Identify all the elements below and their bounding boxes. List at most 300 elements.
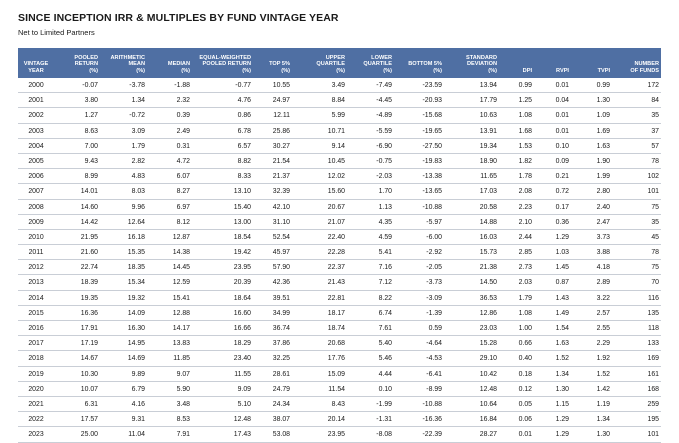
table-cell: 0.01 [555, 82, 569, 89]
table-cell: -3.73 [426, 279, 442, 287]
table-cell: 12.88 [172, 309, 190, 317]
table-row [18, 154, 661, 169]
table-cell: 2.80 [596, 188, 610, 196]
table-cell: 21.60 [80, 249, 98, 257]
table-cell: 16.36 [80, 309, 98, 317]
column-header: EQUAL-WEIGHTED POOLED RETURN (%) [199, 54, 251, 74]
table-cell: -8.08 [376, 431, 392, 439]
table-cell: 133 [647, 340, 659, 348]
table-cell: 7.12 [378, 279, 392, 287]
table-cell: 19.32 [127, 294, 145, 302]
table-cell: 14.17 [172, 325, 190, 332]
column-header: RVPI [556, 67, 569, 74]
table-cell: 39.51 [272, 294, 290, 302]
table-cell: 14.50 [479, 279, 497, 287]
table-cell: 22.40 [327, 233, 345, 241]
table-cell: 22.37 [327, 264, 345, 272]
table-cell: 0.06 [518, 416, 532, 424]
table-cell: 53.08 [272, 431, 290, 439]
table-cell: -0.72 [129, 112, 145, 120]
table-cell: 116 [648, 294, 659, 302]
table-cell: 10.45 [327, 157, 345, 165]
table-cell: 0.86 [237, 112, 251, 120]
vintage-year-cell: 2013 [28, 279, 44, 287]
table-cell: 2.40 [596, 203, 610, 211]
vintage-year-cell: 2004 [28, 142, 44, 150]
table-cell: 45 [651, 233, 659, 241]
table-cell: 23.40 [233, 355, 251, 363]
table-cell: 52.54 [272, 233, 290, 241]
table-cell: 10.63 [479, 112, 497, 120]
table-cell: 1.68 [518, 127, 532, 135]
table-cell: 0.04 [555, 97, 569, 105]
table-cell: 1.09 [596, 112, 610, 120]
table-cell: 14.95 [127, 340, 145, 348]
table-cell: 34.99 [272, 309, 290, 317]
table-cell: 36.53 [479, 294, 497, 302]
table-row [18, 108, 661, 123]
column-header: POOLED RETURN (%) [74, 54, 98, 74]
table-cell: -4.64 [426, 340, 442, 348]
table-cell: -6.90 [376, 142, 392, 150]
vintage-year-cell: 2008 [28, 203, 44, 211]
table-cell: -5.97 [426, 218, 442, 226]
table-cell: 20.14 [327, 416, 345, 424]
table-cell: 8.53 [176, 416, 190, 424]
table-cell: 5.40 [378, 340, 392, 348]
table-cell: 10.42 [479, 370, 497, 378]
table-cell: 2.10 [518, 218, 532, 226]
table-row [18, 351, 661, 366]
table-cell: 1.15 [555, 400, 569, 408]
table-cell: 1.99 [596, 173, 610, 181]
table-cell: 22.74 [80, 264, 98, 272]
table-cell: 57.90 [272, 264, 290, 272]
table-cell: 1.29 [555, 416, 569, 424]
table-row [18, 139, 661, 154]
table-cell: 13.94 [479, 82, 497, 89]
column-header: DPI [522, 67, 532, 74]
table-row [18, 291, 661, 306]
table-cell: 2.29 [596, 340, 610, 348]
table-cell: 28.61 [272, 370, 290, 378]
table-cell: 2.32 [176, 97, 190, 105]
table-cell: 14.01 [80, 188, 98, 196]
table-cell: 20.58 [479, 203, 497, 211]
vintage-year-cell: 2021 [28, 400, 44, 408]
table-cell: -4.89 [376, 112, 392, 120]
table-cell: 0.39 [176, 112, 190, 120]
table-cell: 8.12 [176, 218, 190, 226]
table-cell: -2.92 [426, 249, 442, 257]
table-cell: 19.35 [80, 294, 98, 302]
table-cell: 161 [647, 370, 659, 378]
table-cell: 57 [651, 142, 659, 150]
vintage-year-cell: 2017 [28, 340, 44, 348]
table-cell: 2.82 [131, 157, 145, 165]
table-cell: 0.66 [518, 340, 532, 348]
table-cell: -4.45 [376, 97, 392, 105]
table-cell: 84 [651, 97, 659, 105]
table-row [18, 306, 661, 321]
table-cell: 14.88 [479, 218, 497, 226]
table-cell: 42.36 [272, 279, 290, 287]
table-cell: 7.16 [378, 264, 392, 272]
table-row [18, 275, 661, 290]
column-header: ARITHMETIC MEAN (%) [110, 54, 145, 74]
table-cell: 4.83 [131, 173, 145, 181]
table-cell: 4.35 [378, 218, 392, 226]
table-cell: 5.99 [331, 112, 345, 120]
table-cell: 4.72 [176, 157, 190, 165]
table-cell: 12.86 [479, 309, 497, 317]
table-cell: 16.18 [127, 233, 145, 241]
table-cell: 3.73 [596, 233, 610, 241]
table-cell: 11.85 [173, 355, 190, 363]
table-cell: 9.96 [131, 203, 145, 211]
table-cell: 2.57 [596, 309, 610, 317]
table-cell: 17.03 [479, 188, 497, 196]
table-cell: -8.99 [426, 385, 442, 393]
table-cell: 4.44 [378, 370, 392, 378]
vintage-year-cell: 2002 [28, 112, 44, 120]
table-cell: 1.90 [596, 157, 610, 165]
table-cell: 9.89 [131, 370, 145, 378]
vintage-year-cell: 2018 [28, 355, 44, 363]
table-cell: 2.89 [596, 279, 610, 287]
table-cell: 29.10 [479, 355, 497, 363]
table-cell: 75 [651, 203, 659, 211]
table-cell: 2.03 [518, 279, 532, 287]
table-cell: 0.12 [518, 385, 532, 393]
table-cell: 12.59 [172, 279, 190, 287]
table-cell: 0.17 [555, 203, 569, 211]
vintage-year-cell: 2019 [28, 370, 44, 378]
table-cell: 1.82 [518, 157, 532, 165]
table-cell: 259 [647, 400, 659, 408]
table-cell: 21.07 [327, 218, 345, 226]
table-cell: 4.16 [131, 400, 145, 408]
table-cell: 12.64 [127, 218, 145, 226]
table-cell: 21.95 [80, 233, 98, 241]
table-cell: 2.49 [176, 127, 190, 135]
table-cell: -1.88 [174, 82, 190, 89]
table-cell: 18.74 [327, 325, 345, 332]
table-cell: 78 [651, 157, 659, 165]
vintage-year-cell: 2023 [28, 431, 44, 439]
table-cell: 102 [647, 173, 659, 181]
vintage-year-cell: 2015 [28, 309, 44, 317]
table-cell: 1.08 [518, 309, 532, 317]
table-cell: 1.30 [596, 97, 610, 105]
page-title: SINCE INCEPTION IRR & MULTIPLES BY FUND VINTAGE YEAR [18, 12, 339, 24]
table-cell: 1.49 [555, 309, 569, 317]
table-cell: 101 [647, 431, 659, 439]
table-cell: 78 [651, 249, 659, 257]
table-cell: 25.86 [272, 127, 290, 135]
vintage-year-cell: 2009 [28, 218, 44, 226]
table-cell: -13.38 [422, 173, 442, 181]
table-row [18, 245, 661, 260]
table-cell: 2.08 [518, 188, 532, 196]
table-cell: 19.34 [479, 142, 497, 150]
table-cell: 16.84 [479, 416, 497, 424]
table-cell: 16.60 [233, 309, 251, 317]
table-cell: 8.33 [237, 173, 251, 181]
table-cell: 16.66 [233, 325, 251, 332]
table-cell: 0.10 [555, 142, 569, 150]
table-cell: 1.63 [555, 340, 569, 348]
table-cell: 16.03 [479, 233, 497, 241]
table-cell: 1.45 [555, 264, 569, 272]
table-cell: -7.49 [376, 82, 392, 89]
table-cell: 12.11 [273, 112, 290, 120]
table-cell: 24.97 [272, 97, 290, 105]
table-cell: 8.43 [331, 400, 345, 408]
table-cell: 5.90 [176, 385, 190, 393]
table-cell: -16.36 [422, 416, 442, 424]
table-cell: 8.82 [237, 157, 251, 165]
table-cell: 4.76 [237, 97, 251, 105]
vintage-year-cell: 2000 [28, 82, 44, 89]
table-cell: -3.09 [426, 294, 442, 302]
table-cell: 17.79 [479, 97, 497, 105]
table-cell: 36.74 [272, 325, 290, 332]
table-cell: 1.13 [378, 203, 392, 211]
table-cell: 6.97 [176, 203, 190, 211]
table-cell: -1.39 [426, 309, 442, 317]
table-cell: -19.65 [422, 127, 442, 135]
vintage-year-cell: 2003 [28, 127, 44, 135]
table-cell: 7.00 [84, 142, 98, 150]
table-cell: 1.69 [596, 127, 610, 135]
table-cell: 0.99 [518, 82, 532, 89]
table-row [18, 382, 661, 397]
table-cell: 9.07 [176, 370, 190, 378]
table-cell: 1.34 [596, 416, 610, 424]
table-cell: 0.10 [378, 385, 392, 393]
table-cell: 32.25 [272, 355, 290, 363]
table-row [18, 260, 661, 275]
table-cell: 0.21 [555, 173, 569, 181]
table-cell: -2.05 [426, 264, 442, 272]
table-cell: 15.41 [172, 294, 190, 302]
table-cell: 12.48 [233, 416, 251, 424]
table-cell: 0.01 [518, 431, 532, 439]
table-cell: 19.42 [233, 249, 251, 257]
table-cell: 23.95 [233, 264, 251, 272]
table-cell: 0.87 [555, 279, 569, 287]
table-cell: -27.50 [422, 142, 442, 150]
table-cell: 18.90 [479, 157, 497, 165]
table-cell: 37.86 [272, 340, 290, 348]
table-cell: 7.61 [378, 325, 392, 332]
table-cell: 9.09 [237, 385, 251, 393]
table-cell: 23.03 [479, 325, 497, 332]
table-cell: 9.14 [331, 142, 345, 150]
table-cell: 14.45 [172, 264, 190, 272]
table-cell: 15.09 [327, 370, 345, 378]
table-cell: 23.95 [327, 431, 345, 439]
table-cell: 0.40 [518, 355, 532, 363]
table-cell: 21.38 [479, 264, 497, 272]
column-header: STANDARD DEVIATION (%) [466, 54, 497, 74]
table-cell: 10.30 [80, 370, 98, 378]
table-cell: 14.67 [80, 355, 98, 363]
table-cell: 7.91 [176, 431, 190, 439]
table-cell: 195 [647, 416, 659, 424]
column-header: LOWER QUARTILE (%) [363, 54, 392, 74]
table-cell: 32.39 [272, 188, 290, 196]
table-cell: 1.43 [555, 294, 569, 302]
table-cell: 18.29 [233, 340, 251, 348]
table-cell: 16.30 [127, 325, 145, 332]
table-cell: 21.54 [272, 157, 290, 165]
table-cell: 8.03 [131, 188, 145, 196]
column-header: MEDIAN (%) [167, 61, 190, 74]
table-cell: 14.42 [80, 218, 98, 226]
table-cell: 12.02 [327, 173, 345, 181]
table-cell: 2.85 [518, 249, 532, 257]
table-cell: -2.03 [376, 173, 392, 181]
table-cell: 5.46 [378, 355, 392, 363]
table-cell: 0.05 [518, 400, 532, 408]
table-cell: 1.52 [596, 370, 610, 378]
table-cell: 8.84 [331, 97, 345, 105]
table-row [18, 78, 661, 93]
table-row [18, 184, 661, 199]
vintage-year-cell: 2022 [28, 416, 44, 424]
table-cell: -1.99 [376, 400, 392, 408]
table-cell: -0.75 [376, 157, 392, 165]
column-header: TVPI [597, 67, 610, 74]
vintage-year-cell: 2012 [28, 264, 44, 272]
table-cell: 75 [651, 264, 659, 272]
table-cell: 10.71 [327, 127, 345, 135]
table-cell: 24.79 [272, 385, 290, 393]
vintage-year-cell: 2016 [28, 325, 44, 332]
table-cell: 30.27 [272, 142, 290, 150]
column-header: BOTTOM 5% (%) [408, 61, 442, 74]
table-cell: 2.44 [518, 233, 532, 241]
table-row [18, 336, 661, 351]
table-cell: 45.97 [272, 249, 290, 257]
table-cell: 8.27 [176, 188, 190, 196]
table-cell: 1.19 [596, 400, 610, 408]
table-cell: -6.00 [426, 233, 442, 241]
column-header: VINTAGE YEAR [23, 61, 49, 74]
table-cell: 11.55 [234, 370, 251, 378]
table-cell: -5.59 [376, 127, 392, 135]
table-cell: -1.31 [376, 416, 392, 424]
table-row [18, 427, 661, 442]
column-header: UPPER QUARTILE (%) [316, 54, 345, 74]
table-cell: 15.28 [479, 340, 497, 348]
table-cell: 10.55 [272, 82, 290, 89]
table-cell: 10.64 [479, 400, 497, 408]
table-row [18, 230, 661, 245]
table-cell: 101 [647, 188, 659, 196]
table-cell: 168 [647, 385, 659, 393]
table-cell: 13.10 [233, 188, 251, 196]
table-cell: 1.78 [518, 173, 532, 181]
table-cell: 1.53 [518, 142, 532, 150]
table-cell: 12.48 [479, 385, 497, 393]
table-cell: -3.78 [129, 82, 145, 89]
table-cell: 18.54 [233, 233, 251, 241]
table-cell: 1.30 [596, 431, 610, 439]
table-cell: 15.34 [127, 279, 145, 287]
table-cell: 15.40 [233, 203, 251, 211]
table-cell: 6.78 [237, 127, 251, 135]
table-cell: 6.31 [84, 400, 98, 408]
table-cell: 6.74 [378, 309, 392, 317]
vintage-year-cell: 2005 [28, 157, 44, 165]
table-cell: 1.34 [555, 370, 569, 378]
table-cell: -4.53 [426, 355, 442, 363]
table-cell: 22.28 [327, 249, 345, 257]
table-cell: 13.83 [172, 340, 190, 348]
table-cell: 3.09 [131, 127, 145, 135]
table-cell: 4.18 [596, 264, 610, 272]
table-cell: 20.67 [327, 203, 345, 211]
table-cell: 0.01 [555, 112, 569, 120]
table-cell: 42.10 [272, 203, 290, 211]
table-cell: 1.70 [378, 188, 392, 196]
table-cell: 14.60 [80, 203, 98, 211]
table-cell: 6.79 [131, 385, 145, 393]
table-cell: 1.08 [518, 112, 532, 120]
table-cell: 1.79 [131, 142, 145, 150]
table-cell: 14.69 [127, 355, 145, 363]
table-cell: 1.00 [518, 325, 532, 332]
table-cell: 12.87 [172, 233, 190, 241]
table-cell: 1.34 [131, 97, 145, 105]
table-cell: 1.92 [596, 355, 610, 363]
table-cell: 14.38 [172, 249, 190, 257]
table-cell: 21.37 [272, 173, 290, 181]
table-cell: 1.63 [596, 142, 610, 150]
table-cell: 2.47 [596, 218, 610, 226]
table-cell: 17.43 [233, 431, 251, 439]
table-cell: -13.65 [422, 188, 442, 196]
vintage-year-cell: 2020 [28, 385, 44, 393]
table-cell: -19.83 [422, 157, 442, 165]
table-cell: 0.31 [176, 142, 190, 150]
table-cell: 4.59 [378, 233, 392, 241]
table-cell: 15.60 [327, 188, 345, 196]
table-cell: 0.18 [518, 370, 532, 378]
table-cell: 3.49 [331, 82, 345, 89]
table-row [18, 397, 661, 412]
table-cell: 31.10 [272, 218, 290, 226]
table-cell: -6.41 [426, 370, 442, 378]
table-cell: 1.29 [555, 431, 569, 439]
table-cell: 0.01 [555, 127, 569, 135]
table-row [18, 412, 661, 427]
table-cell: 5.41 [378, 249, 392, 257]
table-cell: 135 [647, 309, 659, 317]
table-cell: 5.10 [237, 400, 251, 408]
table-cell: 1.27 [84, 112, 98, 120]
table-cell: -0.77 [235, 82, 251, 89]
table-cell: 20.68 [327, 340, 345, 348]
table-cell: 22.81 [327, 294, 345, 302]
table-cell: 15.73 [479, 249, 497, 257]
table-cell: 70 [651, 279, 659, 287]
table-cell: 1.25 [518, 97, 532, 105]
table-cell: 8.99 [84, 173, 98, 181]
